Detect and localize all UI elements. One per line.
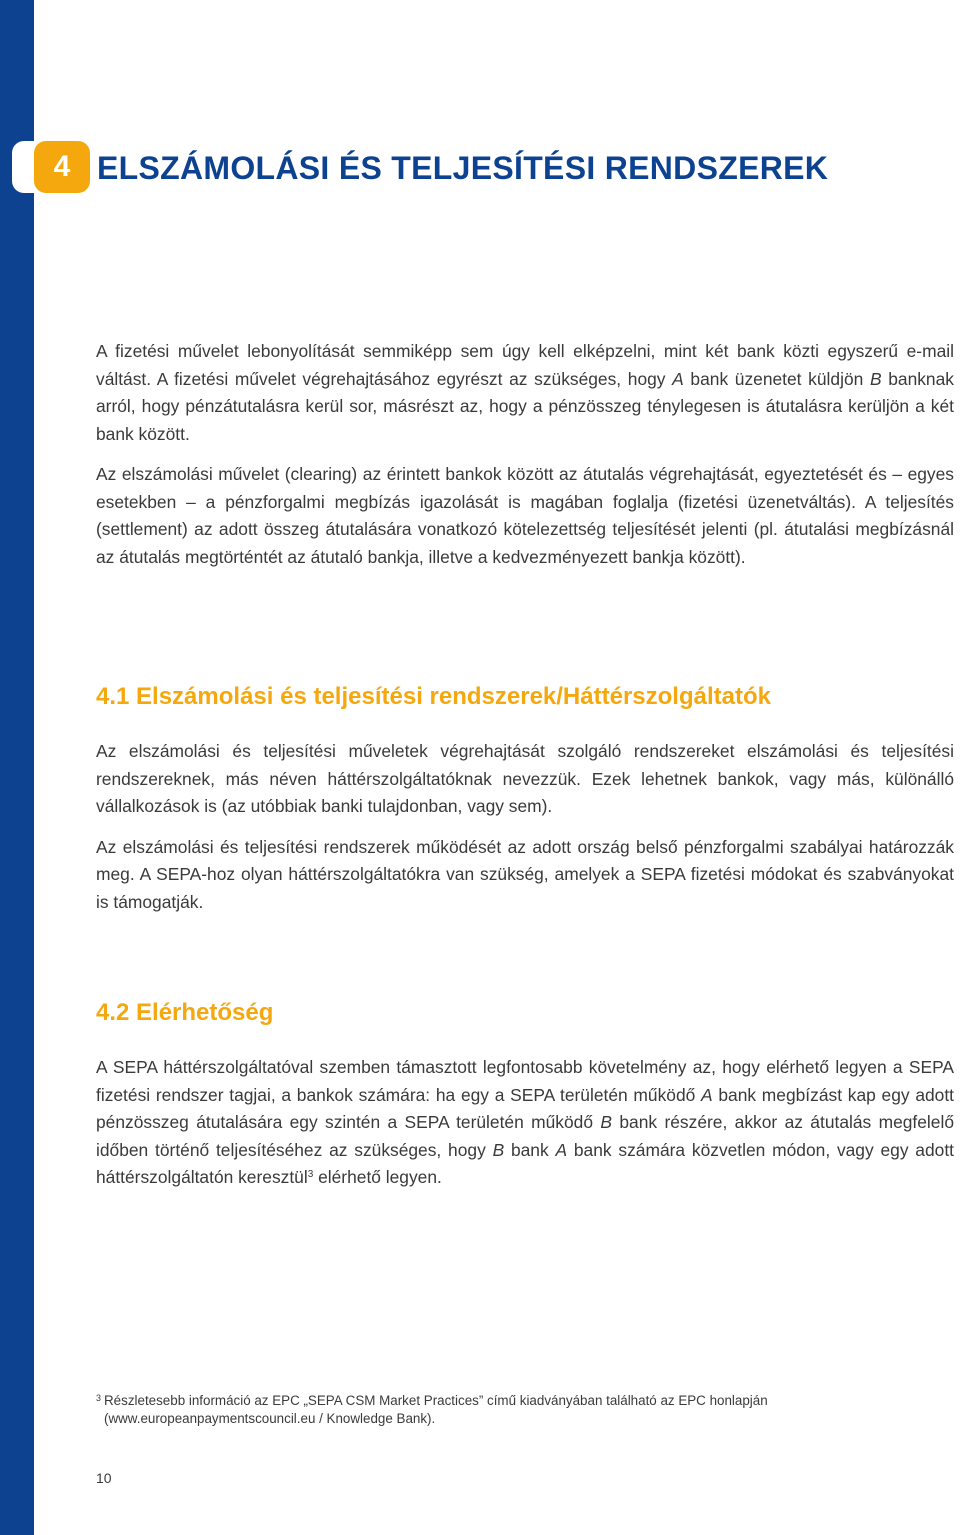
- section-4-1-paragraph-2: Az elszámolási és teljesítési rendszerek működését az adott ország belső pénzforgalmi szabályai határozzák meg. A SEPA-hoz olyan háttérszolgáltatókra van szükség, amelyek a SEPA fizetési módokat és szabványokat is támogatják.: [96, 836, 954, 912]
- footnote-line-1: Részletesebb információ az EPC „SEPA CSM Market Practices” című kiadványában található az EPC honlapján: [104, 1393, 768, 1408]
- text-run: A SEPA háttérszolgáltatóval szemben támasztott legfontosabb követelmény az, hogy elérhető legyen a SEPA fizetési rendszer tagjai, a bankok számára: ha egy a SEPA területén működő: [96, 1057, 954, 1105]
- chapter-number-badge: 4: [34, 141, 90, 193]
- bank-b-label: B: [600, 1112, 612, 1132]
- bank-b-label: B: [869, 368, 882, 389]
- footnote-mark: 3: [96, 1393, 102, 1403]
- bank-a-label: A: [672, 368, 684, 389]
- text-run: banknak arról, hogy pénzátutalásra kerül sor, másrészt az, hogy a pénzösszeg ténylegesen is átutalásra kerüljön a két bank között.: [96, 368, 954, 444]
- bank-a-label: A: [701, 1084, 713, 1105]
- text-run: A fizetési művelet lebonyolítását semmiképp sem úgy kell elképzelni, mint két bank közti egyszerű e-mail váltást. A fizetési művelet végrehajtásához egyrészt az szükséges, hogy: [96, 341, 954, 389]
- section-4-1-paragraph-1: Az elszámolási és teljesítési műveletek végrehajtását szolgáló rendszereket elszámolási és teljesítési rendszereknek, más néven háttérszolgáltatóknak nevezzük. Ezek lehetnek bankok, vagy más, különálló vállalkozások is (az utóbbiak banki tulajdonban, vagy sem).: [96, 741, 954, 816]
- footnote: [96, 1389, 956, 1428]
- section-heading-4-2: 4.2 Elérhetőség: [96, 999, 274, 1026]
- section-4-2-body: [96, 1054, 954, 1192]
- text-run: elérhető legyen.: [313, 1167, 442, 1187]
- page-number: 10: [96, 1470, 112, 1486]
- text-run: bank részére, akkor az átutalás megfelelő időben történő teljesítéséhez az szükséges, hogy: [96, 1112, 955, 1160]
- footnote-line-2: (www.europeanpaymentscouncil.eu / Knowledge Bank).: [104, 1411, 436, 1426]
- text-run: bank: [504, 1139, 556, 1160]
- side-color-bar: [0, 0, 34, 1535]
- chapter-title: ELSZÁMOLÁSI ÉS TELJESÍTÉSI RENDSZEREK: [97, 150, 829, 186]
- footnote-reference[interactable]: 3: [307, 1169, 314, 1180]
- text-run: bank számára közvetlen módon, vagy egy adott háttérszolgáltatón keresztül: [96, 1139, 954, 1187]
- section-heading-4-1: 4.1 Elszámolási és teljesítési rendszerek/Háttérszolgáltatók: [96, 683, 771, 710]
- bank-b-label: B: [492, 1139, 505, 1160]
- text-run: bank megbízást kap egy adott pénzösszeg átutalására egy szintén a SEPA területén működő: [96, 1084, 954, 1132]
- section-4-2-paragraph-1: [96, 1054, 954, 1192]
- bank-a-label: A: [555, 1139, 568, 1160]
- section-4-1-body: [96, 738, 954, 916]
- intro-paragraph-2: Az elszámolási művelet (clearing) az érintett bankok között az átutalás végrehajtását, egyeztetését és – egyes esetekben – a pénzforgalmi megbízás igazolását is magában foglalja (fizetési üzenetváltás). A teljesítés (settlement) az adott összeg átutalására vonatkozó kötelezettség teljesítését jelenti (pl. átutalási megbízásnál az átutalás megtörténtét az átutaló bankja, illetve a kedvezményezett bankja között).: [96, 464, 954, 567]
- text-run: bank üzenetet küldjön: [683, 368, 870, 389]
- intro-section: [96, 338, 954, 571]
- intro-paragraph-1: [96, 338, 954, 448]
